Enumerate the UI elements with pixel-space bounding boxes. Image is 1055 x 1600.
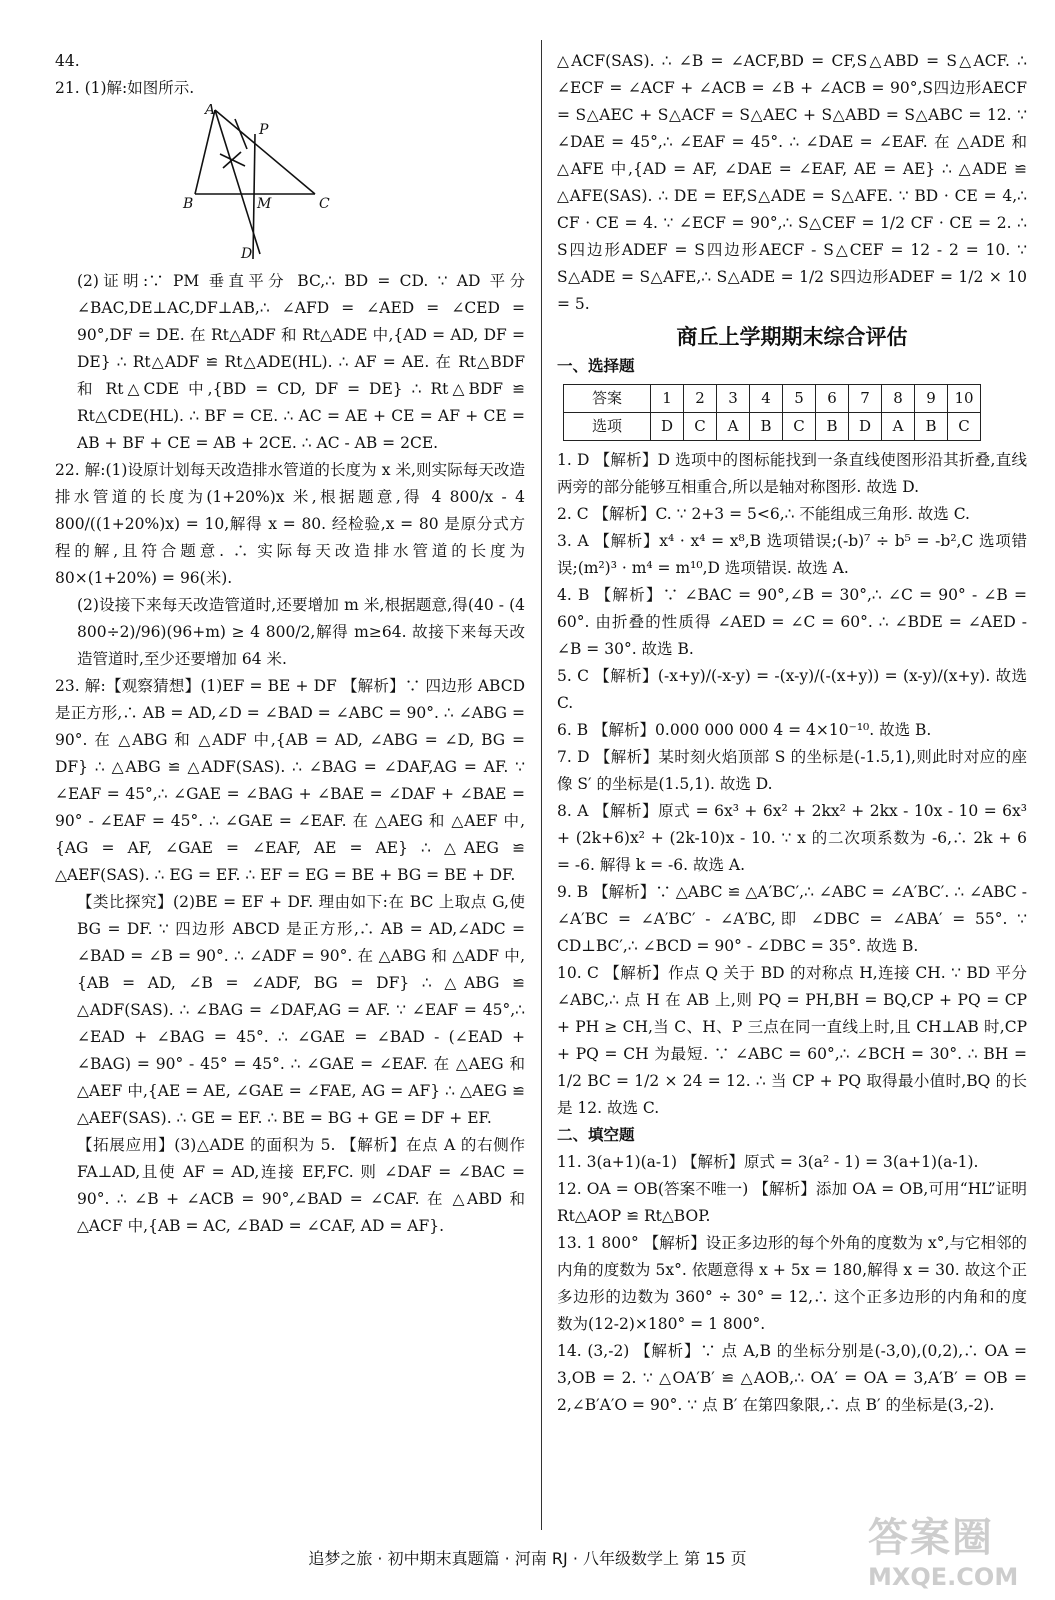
table-cell: B	[750, 413, 783, 441]
table-head-label: 答案	[564, 385, 651, 413]
choice-item-1: 1. D 【解析】D 选项中的图标能找到一条直线使图形沿其折叠,直线两旁的部分能够互相重合,所以是轴对称图形. 故选 D.	[557, 451, 1027, 496]
label-a: A	[205, 104, 216, 118]
q23-continued: △ACF(SAS). ∴ ∠B = ∠ACF,BD = CF,S△ABD = S△ACF. ∴ ∠ECF = ∠ACF + ∠ACB = ∠B + ∠ACB = 90°,S四边形AECF = S△AEC + S△ACF = S△AEC + S△ABD = S△ABC = 12. ∵ ∠DAE = 45°,∴ ∠EAF = 45°. ∴ ∠DAE = ∠EAF. 在 △ADE 和 △AFE 中,{AD = AF, ∠DAE = ∠EAF, AE = AE} ∴ △ADE ≌ △AFE(SAS). ∴ DE = EF,S△ADE = S△AFE. ∵ BD · CE = 4,∴ CF · CE = 4. ∵ ∠ECF = 90°,∴ S△CEF = 1/2 CF · CE = 2. ∴ S四边形ADEF = S四边形AECF - S△CEF = 12 - 2 = 10. ∵ S△ADE = S△AFE,∴ S△ADE = 1/2 S四边形ADEF = 1/2 × 10 = 5.	[557, 52, 1027, 313]
section-fill-heading: 二、填空题	[557, 1126, 635, 1144]
table-cell: 5	[783, 385, 816, 413]
table-cell: 1	[651, 385, 684, 413]
label-p: P	[259, 122, 269, 138]
q21-part1: 21. (1)解:如图所示.	[55, 79, 195, 97]
choice-item-10: 10. C 【解析】作点 Q 关于 BD 的对称点 H,连接 CH. ∵ BD 平分 ∠ABC,∴ 点 H 在 AB 上,则 PQ = PH,BH = BQ,CP + PQ = CP + PH ≥ CH,当 C、H、P 三点在同一直线上时,且 CH⊥AB 时,CP + PQ = CH 为最短. ∵ ∠ABC = 60°,∴ ∠BCH = 30°. ∴ BH = 1/2 BC = 1/2 × 24 = 12. ∴ 当 CP + PQ 取得最小值时,BQ 的长是 12. 故选 C.	[557, 964, 1027, 1117]
side-ab	[195, 110, 215, 194]
answer-44: 44.	[55, 52, 80, 70]
left-column	[55, 48, 525, 1240]
table-cell: 7	[849, 385, 882, 413]
section-title: 商丘上学期期末综合评估	[676, 325, 908, 349]
table-row	[564, 413, 981, 441]
q23-part3: 【拓展应用】(3)△ADE 的面积为 5. 【解析】在点 A 的右侧作 FA⊥AD,且使 AF = AD,连接 EF,FC. 则 ∠DAF = ∠BAC = 90°. ∴ ∠B + ∠ACB = 90°,∠BAD = ∠CAF. 在 △ABD 和 △ACF 中,{AB = AC, ∠BAD = ∠CAF, AD = AF}.	[77, 1136, 525, 1235]
choice-item-5: 5. C 【解析】(-x+y)/(-x-y) = -(x-y)/(-(x+y)) = (x-y)/(x+y). 故选 C.	[557, 667, 1027, 712]
choice-item-8: 8. A 【解析】原式 = 6x³ + 6x² + 2kx² + 2kx - 10x - 10 = 6x³ + (2k+6)x² + (2k-10)x - 10. ∵ x 的二次项系数为 -6,∴ 2k + 6 = -6. 解得 k = -6. 故选 A.	[557, 802, 1027, 874]
table-row-label: 选项	[564, 413, 651, 441]
right-column	[557, 48, 1027, 1419]
perpendicular-bisector-pm	[253, 134, 255, 259]
q23-part1: 23. 解:【观察猜想】(1)EF = BE + DF 【解析】∵ 四边形 ABCD 是正方形,∴ AB = AD,∠D = ∠BAD = ∠ABC = 90°. ∴ ∠ABG = 90°. 在 △ABG 和 △ADF 中,{AB = AD, ∠ABG = ∠D, BG = DF} ∴ △ABG ≌ △ADF(SAS). ∴ ∠BAG = ∠DAF,AG = AF. ∵ ∠EAF = 45°,∴ ∠GAE = ∠BAG + ∠BAE = ∠DAF + ∠BAE = 90° - ∠EAF = 45°. ∴ ∠GAE = ∠EAF. 在 △AEG 和 △AEF 中,{AG = AF, ∠GAE = ∠EAF, AE = AE} ∴ △AEG ≌ △AEF(SAS). ∴ EG = EF. ∴ EF = EG = BE + BG = BE + DF.	[55, 677, 525, 884]
table-cell: D	[651, 413, 684, 441]
q22-part2: (2)设接下来每天改造管道时,还要增加 m 米,根据题意,得(40 - (4 800÷2)/96)(96+m) ≥ 4 800/2,解得 m≥64. 故接下来每天改造管道时,至少还要增加 64 米.	[77, 596, 525, 668]
table-cell: C	[948, 413, 981, 441]
table-row	[564, 385, 981, 413]
choice-item-2: 2. C 【解析】C. ∵ 2+3 = 5<6,∴ 不能组成三角形. 故选 C.	[557, 505, 970, 523]
triangle-figure	[175, 104, 355, 264]
fill-item-14: 14. (3,-2) 【解析】∵ 点 A,B 的坐标分别是(-3,0),(0,2),∴ OA = 3,OB = 2. ∵ △OA′B′ ≌ △AOB,∴ OA′ = OA = 3,A′B′ = OB = 2,∠B′A′O = 90°. ∵ 点 B′ 在第四象限,∴ 点 B′ 的坐标是(3,-2).	[557, 1342, 1027, 1414]
column-divider	[541, 40, 542, 1530]
table-cell: C	[783, 413, 816, 441]
table-cell: 2	[684, 385, 717, 413]
answer-table	[563, 384, 981, 441]
q22-part1: 22. 解:(1)设原计划每天改造排水管道的长度为 x 米,则实际每天改造排水管道的长度为(1+20%)x 米,根据题意,得 4 800/x - 4 800/((1+20%)x) = 10,解得 x = 80. 经检验,x = 80 是原分式方程的解,且符合题意. ∴ 实际每天改造排水管道的长度为 80×(1+20%) = 96(米).	[55, 461, 525, 587]
table-cell: 4	[750, 385, 783, 413]
choice-item-9: 9. B 【解析】∵ △ABC ≌ △A′BC′,∴ ∠ABC = ∠A′BC′. ∴ ∠ABC - ∠A′BC = ∠A′BC′ - ∠A′BC,即 ∠DBC = ∠ABA′ = 55°. ∵ CD⊥BC′,∴ ∠BCD = 90° - ∠DBC = 35°. 故选 B.	[557, 883, 1027, 955]
table-cell: D	[849, 413, 882, 441]
fill-item-13: 13. 1 800° 【解析】设正多边形的每个外角的度数为 x°,与它相邻的内角的度数为 5x°. 依题意得 x + 5x = 180,解得 x = 30. 故这个正多边形的边数为 360° ÷ 30° = 12,∴ 这个正多边形的内角和的度数为(12-2)×180° = 1 800°.	[557, 1234, 1027, 1333]
label-d: D	[241, 246, 253, 262]
table-cell: B	[915, 413, 948, 441]
table-cell: B	[816, 413, 849, 441]
section-choice-heading: 一、选择题	[557, 357, 635, 375]
label-m: M	[257, 196, 272, 212]
watermark-line1: 答案圈	[868, 1515, 994, 1561]
table-cell: A	[717, 413, 750, 441]
q23-part2: 【类比探究】(2)BE = EF + DF. 理由如下:在 BC 上取点 G,使 BG = DF. ∵ 四边形 ABCD 是正方形,∴ AB = AD,∠ADC = ∠BAD = ∠B = 90°. ∴ ∠ADF = 90°. 在 △ABG 和 △ADF 中,{AB = AD, ∠B = ∠ADF, BG = DF} ∴ △ABG ≌ △ADF(SAS). ∴ ∠BAG = ∠DAF,AG = AF. ∵ ∠EAF = 45°,∴ ∠EAD + ∠BAG = 45°. ∴ ∠GAE = ∠BAD - (∠EAD + ∠BAG) = 90° - 45° = 45°. ∴ ∠GAE = ∠EAF. 在 △AEG 和 △AEF 中,{AE = AE, ∠GAE = ∠FAE, AG = AF} ∴ △AEG ≌ △AEF(SAS). ∴ GE = EF. ∴ BE = BG + GE = DF + EF.	[77, 893, 525, 1127]
choice-item-4: 4. B 【解析】∵ ∠BAC = 90°,∠B = 30°,∴ ∠C = 90° - ∠B = 60°. 由折叠的性质得 ∠AED = ∠C = 60°. ∴ ∠BDE = ∠AED - ∠B = 30°. 故选 B.	[557, 586, 1027, 658]
label-b: B	[183, 196, 194, 212]
choice-item-3: 3. A 【解析】x⁴ · x⁴ = x⁸,B 选项错误;(-b)⁷ ÷ b⁵ = -b²,C 选项错误;(m²)³ · m⁴ = m¹⁰,D 选项错误. 故选 A.	[557, 532, 1027, 577]
table-cell: C	[684, 413, 717, 441]
table-cell: 8	[882, 385, 915, 413]
choice-item-7: 7. D 【解析】某时刻火焰顶部 S 的坐标是(-1.5,1),则此时对应的座像 S′ 的坐标是(1.5,1). 故选 D.	[557, 748, 1027, 793]
arc-mark	[235, 119, 247, 149]
fill-item-12: 12. OA = OB(答案不唯一) 【解析】添加 OA = OB,可用“HL”证明 Rt△AOP ≌ Rt△BOP.	[557, 1180, 1027, 1225]
page-footer: 追梦之旅 · 初中期末真题篇 · 河南 RJ · 八年级数学上 第 15 页	[308, 1549, 747, 1568]
watermark-line2: MXQE.COM	[868, 1563, 1019, 1591]
table-cell: 9	[915, 385, 948, 413]
choice-item-6: 6. B 【解析】0.000 000 000 4 = 4×10⁻¹⁰. 故选 B.	[557, 721, 932, 739]
label-c: C	[319, 196, 330, 212]
table-cell: 3	[717, 385, 750, 413]
table-cell: 6	[816, 385, 849, 413]
table-cell: A	[882, 413, 915, 441]
table-cell: 10	[948, 385, 981, 413]
q21-part2: (2)证明:∵ PM 垂直平分 BC,∴ BD = CD. ∵ AD 平分 ∠BAC,DE⊥AC,DF⊥AB,∴ ∠AFD = ∠AED = ∠CED = 90°,DF = DE. 在 Rt△ADF 和 Rt△ADE 中,{AD = AD, DF = DE} ∴ Rt△ADF ≌ Rt△ADE(HL). ∴ AF = AE. 在 Rt△BDF 和 Rt△CDE 中,{BD = CD, DF = DE} ∴ Rt△BDF ≌ Rt△CDE(HL). ∴ BF = CE. ∴ AC = AE + CE = AF + CE = AB + BF + CE = AB + 2CE. ∴ AC - AB = 2CE.	[77, 272, 525, 452]
fill-item-11: 11. 3(a+1)(a-1) 【解析】原式 = 3(a² - 1) = 3(a+1)(a-1).	[557, 1153, 979, 1171]
